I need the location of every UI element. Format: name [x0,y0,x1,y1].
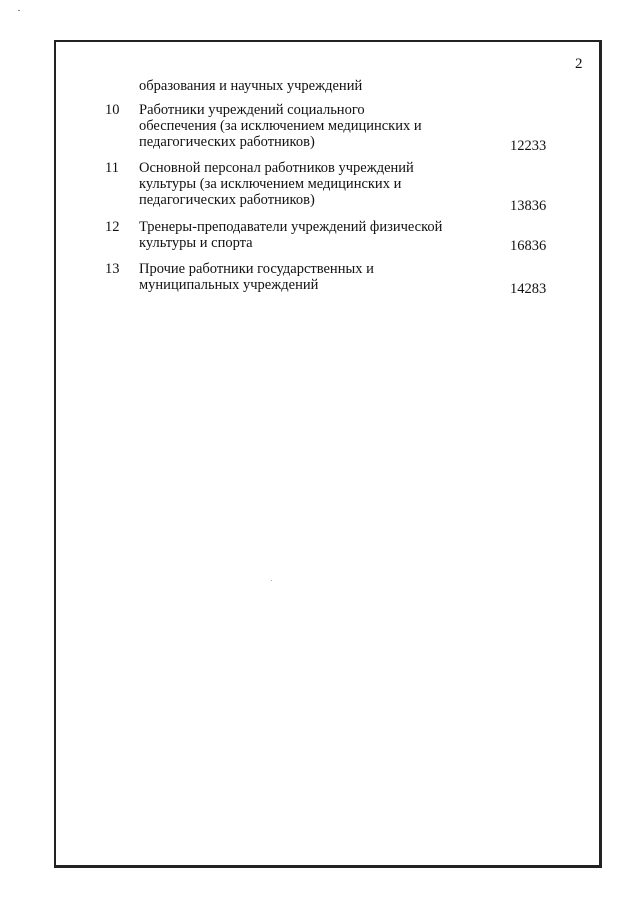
row-number: 12 [105,219,120,235]
row-description-line: культуры (за исключением медицинских и [139,176,402,192]
continuation-text: образования и научных учреждений [139,78,363,94]
row-description-line: педагогических работников) [139,134,315,150]
row-description-line: Тренеры-преподаватели учреждений физической [139,219,443,235]
row-value: 16836 [510,238,547,254]
page-number: 2 [575,56,583,72]
row-value: 14283 [510,281,547,297]
row-description-line: муниципальных учреждений [139,277,319,293]
row-description-line: Работники учреждений социального [139,102,365,118]
row-description-line: Основной персонал работников учреждений [139,160,414,176]
row-description [139,261,484,293]
row-description [139,102,484,150]
row-value: 13836 [510,198,547,214]
row-description [139,160,484,208]
row-number: 10 [105,102,120,118]
scan-dot [271,580,272,581]
row-number: 11 [105,160,119,176]
row-number: 13 [105,261,120,277]
row-description-line: обеспечения (за исключением медицинских и [139,118,422,134]
scan-speck [18,10,20,11]
row-value: 12233 [510,138,547,154]
row-description-line: педагогических работников) [139,192,315,208]
row-description [139,219,484,251]
row-description-line: Прочие работники государственных и [139,261,374,277]
row-description-line: культуры и спорта [139,235,253,251]
